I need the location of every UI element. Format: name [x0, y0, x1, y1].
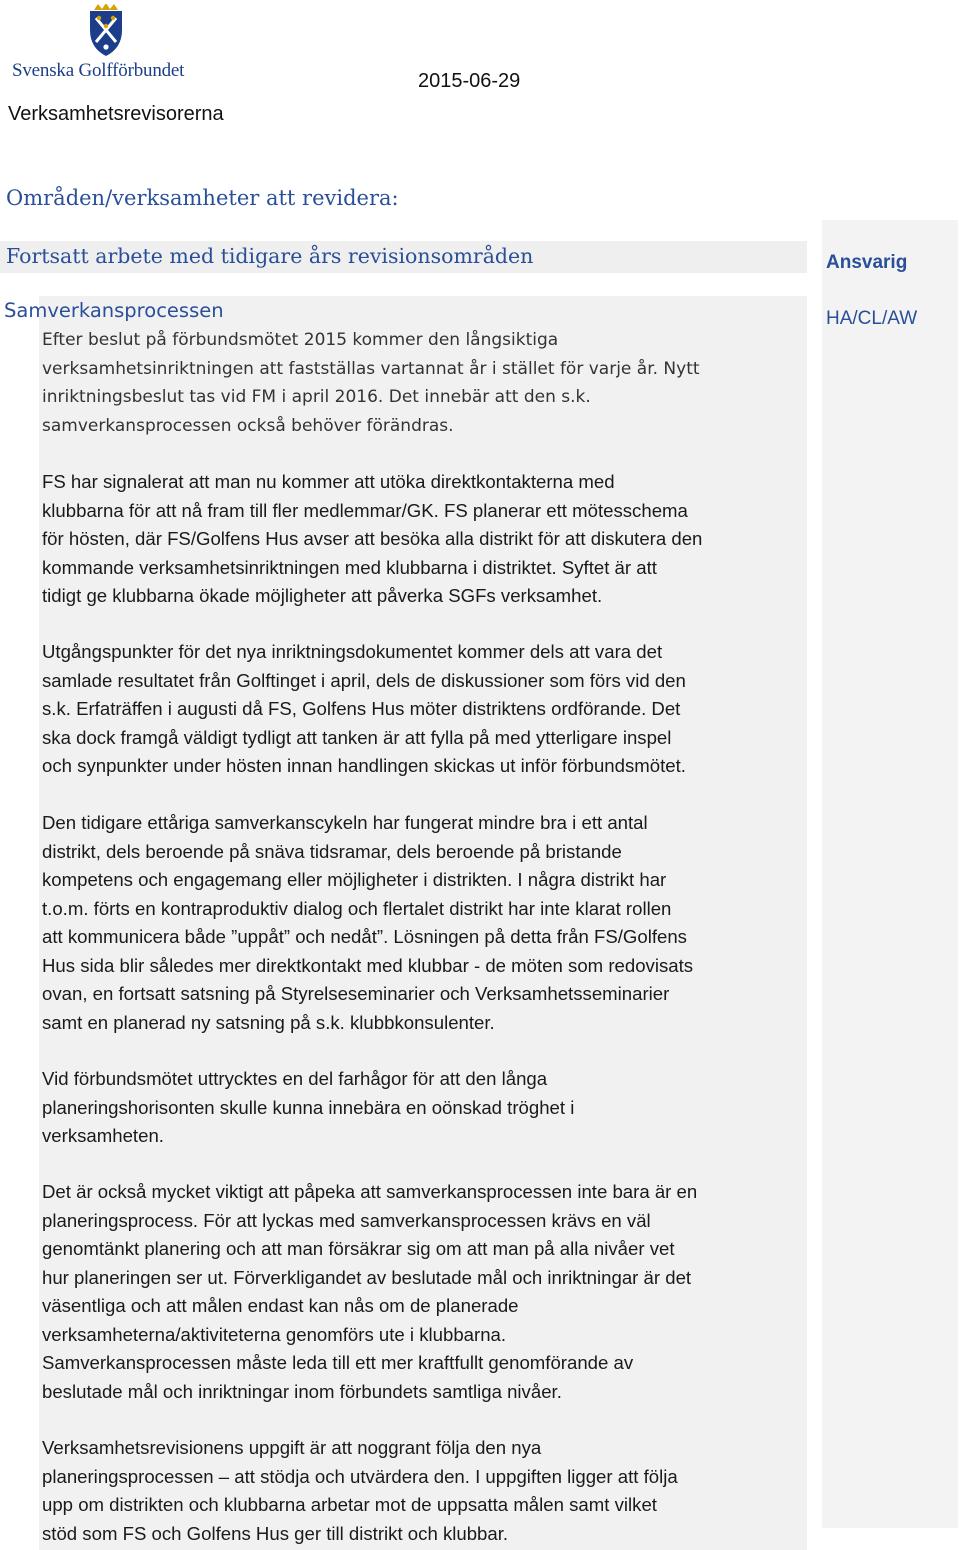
text-line: FS har signalerat att man nu kommer att utöka direktkontakterna med [42, 471, 615, 492]
text-line: tidigt ge klubbarna ökade möjligheter att påverka SGFs verksamhet. [42, 585, 603, 606]
text-line: stöd som FS och Golfens Hus ger till distrikt och klubbar. [42, 1522, 509, 1544]
area-title: Samverkansprocessen [4, 299, 224, 322]
text-line: Den tidigare ettåriga samverkanscykeln har fungerat mindre bra i ett antal [42, 812, 648, 833]
paragraph-intro [42, 326, 812, 440]
text-line: kommande verksamhetsinriktningen med klubbarna i distriktet. Syftet är att [42, 556, 657, 578]
logo-text: Svenska Golfförbundet [12, 60, 185, 81]
text-line: verksamheterna/aktiviteterna genomförs ute i klubbarna. [42, 1323, 507, 1345]
text-line: ovan, en fortsatt satsning på Styrelseseminarier och Verksamhetsseminarier [42, 983, 670, 1004]
responsible-value: HA/CL/AW [826, 308, 918, 329]
text-line: samt en planerad ny satsning på s.k. klubbkonsulenter. [42, 1011, 495, 1033]
text-line: väsentliga och att målen endast kan nås om de planerade [42, 1295, 519, 1316]
text-line: inriktningsbeslut tas vid FM i april 2016. Det innebär att den s.k. [42, 387, 591, 407]
text-line: Det är också mycket viktigt att påpeka att samverkansprocessen inte bara är en [42, 1181, 698, 1202]
text-line: för hösten, där FS/Golfens Hus avser att besöka alla distrikt för att diskutera den [42, 528, 703, 549]
text-line: Hus sida blir således mer direktkontakt med klubbar - de möten som redovisats [42, 954, 694, 976]
text-line: t.o.m. förts en kontraproduktiv dialog och flertalet distrikt har inte klarat rollen [42, 897, 672, 919]
document-date: 2015-06-29 [418, 70, 521, 92]
page-title: Områden/verksamheter att revidera: [6, 186, 399, 210]
text-line: Efter beslut på förbundsmötet 2015 kommer den långsiktiga [42, 330, 559, 350]
logo [10, 4, 212, 84]
text-line: hur planeringen ser ut. Förverkligandet av beslutade mål och inriktningar är det [42, 1266, 692, 1288]
text-line: Samverkansprocessen måste leda till ett mer kraftfullt genomförande av [42, 1352, 634, 1373]
responsible-column [822, 220, 958, 1528]
paragraph [42, 638, 812, 781]
paragraph [42, 809, 812, 1037]
text-line: genomtänkt planering och att man försäkrar sig om att man på alla nivåer vet [42, 1238, 675, 1259]
text-line: samverkansprocessen också behöver förändras. [42, 415, 454, 436]
text-line: samlade resultatet från Golftinget i april, dels de diskussioner som förs vid den [42, 669, 686, 691]
text-line: verksamhetsinriktningen att fastställas vartannat år i stället för varje år. Nytt [42, 358, 700, 379]
paragraph [42, 1434, 812, 1548]
text-line: och synpunkter under hösten innan handlingen skickas ut inför förbundsmötet. [42, 755, 686, 776]
document-author: Verksamhetsrevisorerna [8, 103, 224, 125]
text-line: s.k. Erfaträffen i augusti då FS, Golfens Hus möter distriktens ordförande. Det [42, 698, 681, 719]
text-line: klubbarna för att nå fram till fler medlemmar/GK. FS planerar ett mötesschema [42, 499, 688, 521]
paragraph [42, 1065, 812, 1151]
text-line: planeringsprocessen – att stödja och utvärdera den. I uppgiften ligger att följa [42, 1465, 678, 1487]
text-line: ska dock framgå väldigt tydligt att tanken är att fylla på med ytterligare inspel [42, 726, 672, 748]
text-line: Vid förbundsmötet uttrycktes en del farhågor för att den långa [42, 1068, 548, 1089]
text-line: att kommunicera både ”uppåt” och nedåt”. Lösningen på detta från FS/Golfens [42, 926, 687, 947]
text-line: planeringsprocess. För att lyckas med samverkansprocessen krävs en väl [42, 1209, 651, 1231]
text-line: Verksamhetsrevisionens uppgift är att noggrant följa den nya [42, 1437, 542, 1458]
text-line: kompetens och engagemang eller möjligheter i distrikten. I några distrikt har [42, 869, 667, 890]
responsible-label: Ansvarig [826, 252, 908, 273]
text-line: distrikt, dels beroende på snäva tidsramar, dels beroende på bristande [42, 840, 622, 862]
section-heading: Fortsatt arbete med tidigare års revisionsområden [6, 244, 534, 268]
text-line: Utgångspunkter för det nya inriktningsdokumentet kommer dels att vara det [42, 641, 663, 662]
paragraph [42, 1178, 812, 1406]
paragraph [42, 468, 812, 611]
crest-icon [10, 4, 212, 64]
text-line: verksamheten. [42, 1125, 164, 1146]
text-line: beslutade mål och inriktningar inom förbundets samtliga nivåer. [42, 1380, 562, 1402]
text-line: planeringshorisonten skulle kunna innebära en oönskad tröghet i [42, 1096, 575, 1118]
text-line: upp om distrikten och klubbarna arbetar mot de uppsatta målen samt vilket [42, 1494, 657, 1515]
